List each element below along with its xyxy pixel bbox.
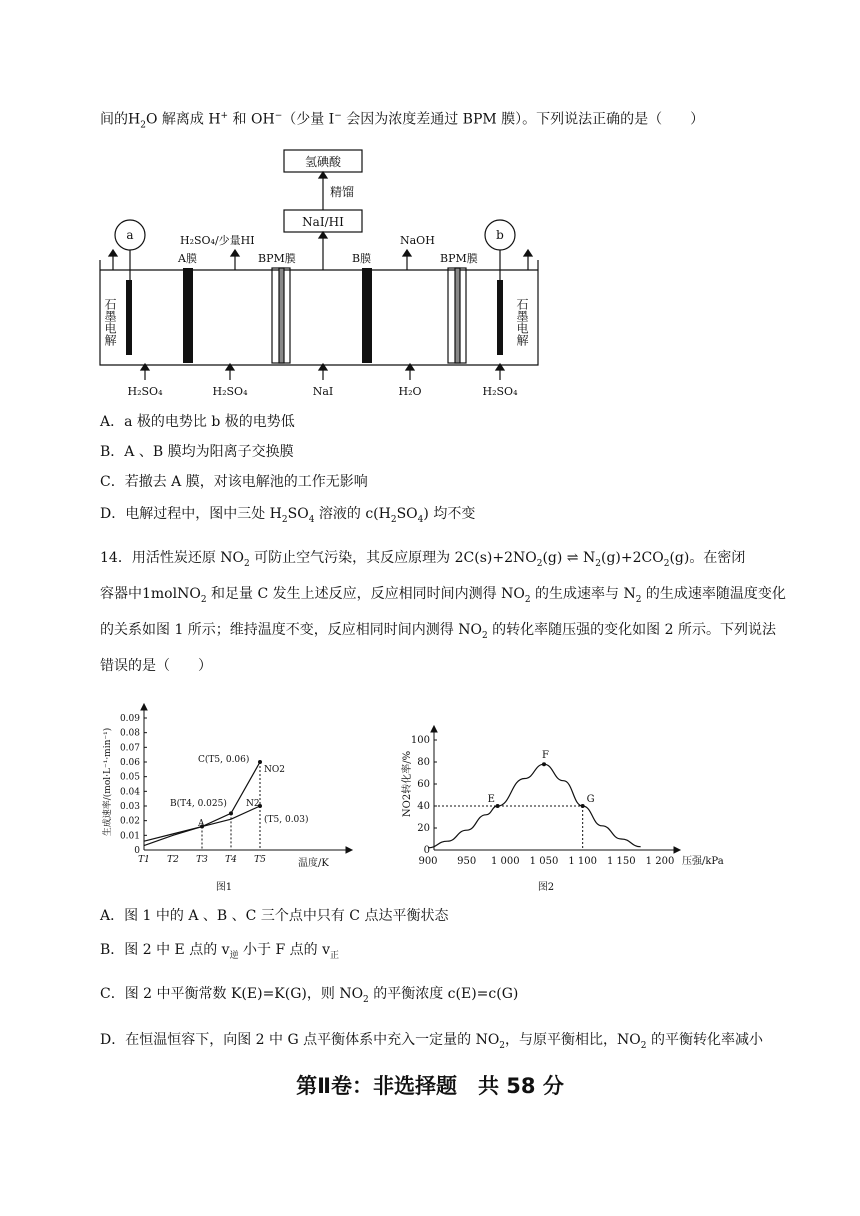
fig1-annot-c: C(T5, 0.06) (198, 755, 250, 765)
fig2-xtick-label: 900 (418, 856, 438, 867)
inlet-4-label: H₂O (398, 385, 422, 398)
q13-option-c: C．若撤去 A 膜，对该电解池的工作无影响 (100, 474, 368, 490)
fig1-ytick-label: 0.07 (119, 743, 140, 754)
fig1-ytick-label: 0.06 (119, 758, 140, 768)
q14-option-d: D．在恒温恒容下，向图 2 中 G 点平衡体系中充入一定量的 $NO_2$，与原平衡相比，$NO_2$ 的平衡转化率减小 (100, 1032, 763, 1051)
fig1-xlabel: 温度/K (298, 858, 329, 869)
product-label: 氢碘酸 (304, 155, 342, 169)
fig1-point (229, 811, 233, 815)
section-title: 第Ⅱ卷：非选择题 共 58 分 (296, 1074, 564, 1098)
fig1-ylabel: 生成速率/(mol·L⁻¹·min⁻¹) (103, 727, 113, 837)
fig1-xtick-label: T1 (138, 855, 150, 865)
q14-option-a: A．图 1 中的 A 、B 、C 三个点中只有 C 点达平衡状态 (100, 908, 449, 924)
fig2-point (496, 804, 500, 808)
q14-stem-line-2: 容器中1molNO$_2$ 和足量 C 发生上述反应，反应相同时间内测得 $NO_2$ 的生成速率与 $N_2$ 的生成速率随温度变化 (100, 586, 786, 605)
fig1-ytick-label: 0.04 (119, 787, 140, 798)
graphite-right-label: 石墨电解 (515, 298, 529, 346)
fig1-xtick-label: T2 (167, 855, 179, 865)
inlet-5-label: H₂SO₄ (482, 385, 518, 398)
distill-label: 精馏 (330, 185, 355, 199)
electrode-b-label: b (496, 228, 504, 242)
fig2-caption: 图2 (537, 882, 555, 893)
q13-option-d: D．电解过程中，图中三处 $H_2SO_4$ 溶液的 $c(H_2SO_4)$ 均不变 (100, 506, 476, 525)
fig2-ytick-label: 60 (417, 779, 430, 790)
fig1-ytick-label: 0 (134, 846, 140, 856)
fig1-ytick-label: 0.09 (119, 714, 140, 724)
fig2-xtick-label: 1 000 (491, 856, 520, 867)
q14-option-b: B．图 2 中 E 点的 $v_逆$ 小于 F 点的 $v_正$ (100, 942, 340, 961)
fig2-ytick-label: 80 (417, 757, 430, 768)
fig2-ytick-label: 0 (423, 845, 430, 856)
fig2-xtick-label: 1 050 (529, 856, 559, 867)
fig1-annot-a: A (198, 819, 205, 829)
inlet-1-label: H₂SO₄ (127, 385, 163, 398)
fig2-xlabel: 压强/kPa (682, 856, 724, 867)
fig2-point-label: G (586, 794, 595, 805)
fig1-ytick-label: 0.03 (119, 802, 140, 812)
fig2-xtick-label: 1 100 (568, 856, 597, 867)
fig1-xtick-label: T5 (254, 855, 266, 865)
h2so4-hi-label: H₂SO₄/少量HI (180, 234, 255, 247)
fig2-point (542, 762, 546, 766)
q14-option-c: C．图 2 中平衡常数 K(E)=K(G)，则 $NO_2$ 的平衡浓度 c(E)=c(G) (100, 986, 519, 1005)
q14-stem-line-1: 14．用活性炭还原 $NO_2$ 可防止空气污染，其反应原理为 $2C(s)+2NO_2(g)$ ⇌ $N_2(g)+2CO_2(g)$。在密闭 (100, 550, 746, 569)
fig1-caption: 图1 (215, 882, 233, 893)
electrode-a-label: a (126, 228, 134, 242)
bpm2-label: BPM膜 (440, 252, 478, 265)
inlet-2-label: H₂SO₄ (212, 385, 248, 398)
naoh-label: NaOH (400, 234, 435, 247)
a-membrane-label: A膜 (178, 252, 197, 265)
b-membrane-label: B膜 (352, 252, 372, 265)
fig1-ytick-label: 0.02 (119, 816, 140, 827)
q14-stem-line-3: 的关系如图 1 所示；维持温度不变，反应相同时间内测得 $NO_2$ 的转化率随压强的变化如图 2 所示。下列说法 (100, 622, 776, 641)
fig2-ylabel: NO2转化率/% (402, 750, 413, 818)
inlet-3-label: NaI (312, 385, 334, 398)
fig1-point (258, 760, 262, 764)
fig1-xtick-label: T4 (225, 855, 237, 865)
figure-1-chart (98, 702, 358, 902)
fig1-annot-t5: (T5, 0.03) (264, 815, 309, 825)
fig2-ytick-label: 40 (417, 801, 430, 812)
q13-stem: 间的$H_2O$ 解离成 H+ 和 OH−（少量 I− 会因为浓度差通过 BPM 膜）。下列说法正确的是（ ） (100, 111, 705, 131)
fig1-ytick-label: 0.01 (119, 831, 140, 842)
fig1-series-no2-label: NO2 (264, 765, 285, 775)
q13-option-a: A．a 极的电势比 b 极的电势低 (100, 414, 295, 430)
nai-hi-label: NaI/HI (302, 215, 344, 229)
fig2-xtick-label: 950 (457, 856, 477, 867)
q13-option-b: B．A 、B 膜均为阳离子交换膜 (100, 444, 294, 460)
graphite-left-label: 石墨电解 (103, 298, 117, 346)
fig1-ytick-label: 0.08 (119, 728, 140, 739)
fig1-ytick-label: 0.05 (119, 772, 140, 783)
fig2-ytick-label: 100 (410, 735, 430, 746)
fig2-point-label: F (542, 750, 549, 762)
q14-stem-line-4: 错误的是（ ） (100, 658, 212, 674)
figure-2-chart (398, 724, 738, 924)
fig2-xtick-label: 1 150 (607, 856, 636, 867)
fig1-xtick-label: T3 (196, 855, 208, 865)
fig1-annot-b: B(T4, 0.025) (170, 799, 227, 809)
fig2-xtick-label: 1 200 (645, 856, 675, 867)
fig2-ytick-label: 20 (417, 823, 430, 834)
fig2-point-label: E (487, 794, 495, 805)
bpm1-label: BPM膜 (258, 252, 296, 265)
fig2-point (581, 804, 585, 808)
fig1-series-n2-label: N2 (246, 799, 260, 809)
